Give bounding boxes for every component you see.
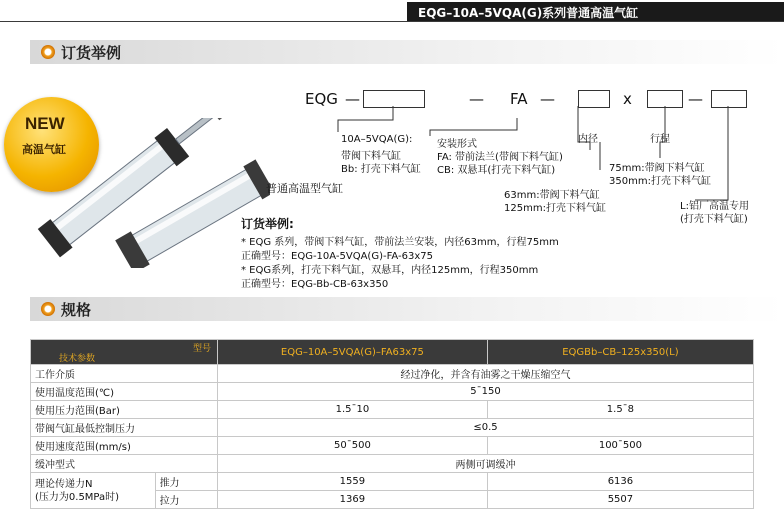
examples-title: 订货举例: (241, 217, 294, 231)
force-label: 理论传递力N (35, 478, 93, 490)
table-row (31, 365, 754, 383)
bullet-icon (41, 45, 55, 59)
example-line-3: * EQG系列，打壳下料气缸，双悬耳，内径125mm，行程350mm (241, 265, 539, 276)
push-value-2: 6136 (487, 473, 753, 491)
special-option-1: L:铝厂高温专用 (680, 201, 749, 212)
mount-option-2: FA: 带前法兰(带阀下料气缸) (437, 152, 563, 163)
row-label: 工作介质 (31, 365, 218, 383)
table-row (31, 383, 754, 401)
row-label: 使用压力范围(Bar) (31, 401, 218, 419)
mount-option-3: CB: 双悬耳(打壳下料气缸) (437, 165, 556, 176)
row-value: 经过净化，并含有油雾之干燥压缩空气 (217, 365, 753, 383)
row-value: 两侧可调缓冲 (217, 455, 753, 473)
bore-option-1: 63mm:带阀下料气缸 (504, 190, 600, 201)
spec-section-bar (30, 297, 784, 321)
table-header-row (31, 340, 754, 365)
badge-new-text: NEW (25, 114, 65, 133)
table-row (31, 419, 754, 437)
row-label: 带阀气缸最低控制压力 (31, 419, 218, 437)
code-dash-2: — (469, 90, 484, 108)
bore-option-2: 125mm:打壳下料气缸 (504, 203, 606, 214)
header-rule (0, 21, 784, 22)
row-value-2: 1.5¯8 (487, 401, 753, 419)
special-option-2: (打壳下料气缸) (680, 214, 748, 225)
spec-table (30, 339, 754, 509)
force-label-cell (31, 473, 156, 509)
type-option-2: 带阀下料气缸 (341, 151, 401, 162)
push-label: 推力 (155, 473, 217, 491)
pull-value-1: 1369 (217, 491, 487, 509)
badge-subtitle: 高温气缸 (22, 143, 66, 156)
stroke-label: 行程 (650, 134, 670, 145)
bullet-icon (41, 302, 55, 316)
row-value-1: 50¯500 (217, 437, 487, 455)
example-line-1: * EQG 系列，带阀下料气缸，带前法兰安装，内径63mm，行程75mm (241, 237, 559, 248)
table-row (31, 437, 754, 455)
row-value-2: 100¯500 (487, 437, 753, 455)
bore-label: 内径 (578, 134, 598, 145)
pull-value-2: 5507 (487, 491, 753, 509)
row-value: ≤0.5 (217, 419, 753, 437)
force-condition: (压力为0.5MPa时) (35, 491, 120, 503)
code-times: x (623, 90, 632, 108)
push-value-1: 1559 (217, 473, 487, 491)
type-option-1: 10A–5VQA(G): (341, 134, 413, 145)
pull-label: 拉力 (155, 491, 217, 509)
corner-cell (31, 340, 218, 365)
corner-model: 型号 (192, 344, 211, 354)
column-header-1: EQG–10A–5VQA(G)–FA63x75 (217, 340, 487, 365)
type-option-3: Bb: 打壳下料气缸 (341, 164, 421, 175)
code-dash-3: — (540, 90, 555, 108)
product-label: 普通高温型气缸 (266, 182, 343, 195)
code-prefix: EQG (305, 90, 338, 108)
table-row (31, 401, 754, 419)
order-section-title: 订货举例 (61, 44, 122, 62)
spec-section-title: 规格 (61, 301, 92, 319)
example-line-2: 正确型号：EQG-10A-5VQA(G)-FA-63x75 (241, 251, 434, 262)
stroke-option-2: 350mm:打壳下料气缸 (609, 176, 711, 187)
page-title: EQG–10A–5VQA(G)系列普通高温气缸 (418, 6, 639, 20)
row-value-1: 1.5¯10 (217, 401, 487, 419)
code-dash-4: — (688, 90, 703, 108)
example-line-4: 正确型号：EQG-Bb-CB-63x350 (241, 279, 389, 290)
column-header-2: EQGBb–CB–125x350(L) (487, 340, 753, 365)
corner-param: 技术参数 (59, 354, 96, 364)
code-mount: FA (510, 90, 528, 108)
stroke-option-1: 75mm:带阀下料气缸 (609, 163, 705, 174)
order-section-bar (30, 40, 784, 64)
row-label: 缓冲型式 (31, 455, 218, 473)
mount-option-1: 安装形式 (437, 139, 477, 150)
table-row (31, 473, 754, 491)
row-label: 使用速度范围(mm/s) (31, 437, 218, 455)
code-dash-1: — (345, 90, 360, 108)
row-value: 5¯150 (217, 383, 753, 401)
table-row (31, 455, 754, 473)
row-label: 使用温度范围(℃) (31, 383, 218, 401)
